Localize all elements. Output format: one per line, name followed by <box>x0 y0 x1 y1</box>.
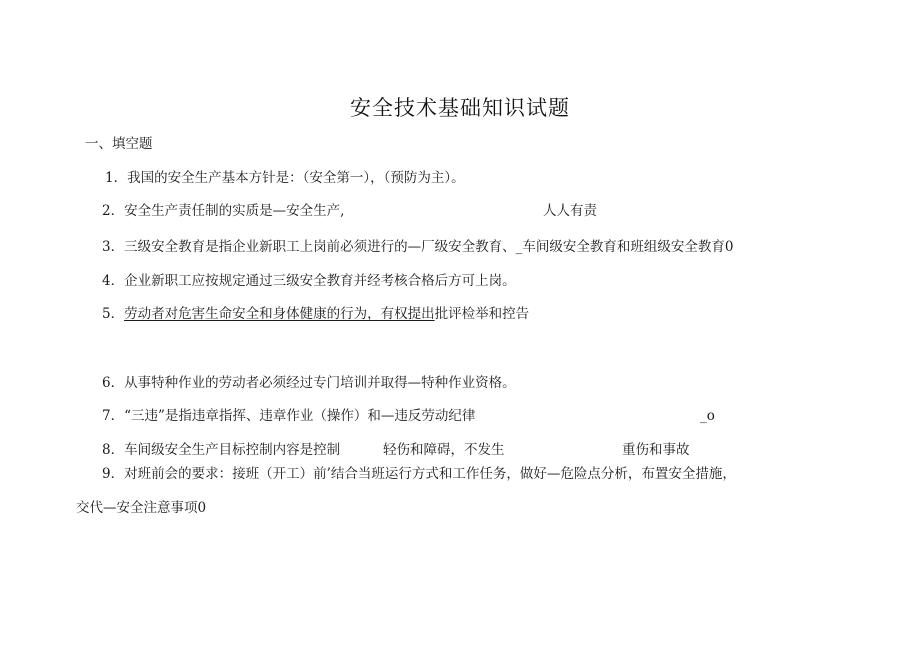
question-2-answer: 人人有责 <box>543 203 597 219</box>
section-heading: 一、填空题 <box>85 136 153 152</box>
question-3: 3．三级安全教育是指企业新职工上岗前必须进行的—厂级安全教育、_车间级安全教育和班组级安全教育0 <box>102 239 734 255</box>
question-7-tail: _o <box>700 408 715 424</box>
question-6: 6．从事特种作业的劳动者必须经过专门培训并取得—特种作业资格。 <box>102 375 516 391</box>
question-2: 2．安全生产责任制的实质是—安全生产, <box>102 203 345 219</box>
question-8-tail: 重伤和事故 <box>622 442 690 458</box>
question-9-continuation: 交代—安全注意事项0 <box>76 500 207 516</box>
question-4: 4．企业新职工应按规定通过三级安全教育并经考核合格后方可上岗。 <box>102 273 516 289</box>
document-title: 安全技术基础知识试题 <box>350 96 570 120</box>
question-8-middle: 轻伤和障碍，不发生 <box>383 442 505 458</box>
question-8: 8．车间级安全生产目标控制内容是控制 <box>102 442 341 458</box>
question-1: 1．我国的安全生产基本方针是：（安全第一），（预防为主）。 <box>105 170 465 186</box>
question-9: 9．对班前会的要求：接班（开工）前’结合当班运行方式和工作任务，做好—危险点分析，布置安全措施， <box>102 466 736 482</box>
question-5-rest: 批评检举和控告 <box>434 306 530 322</box>
question-5-number: 5． <box>102 306 125 322</box>
question-5-underlined-text: 劳动者对危害生命安全和身体健康的行为，有权提出 <box>124 306 435 322</box>
question-5 <box>102 305 529 323</box>
question-7: 7．“三违”是指违章指挥、违章作业（操作）和—违反劳动纪律 <box>102 408 476 424</box>
